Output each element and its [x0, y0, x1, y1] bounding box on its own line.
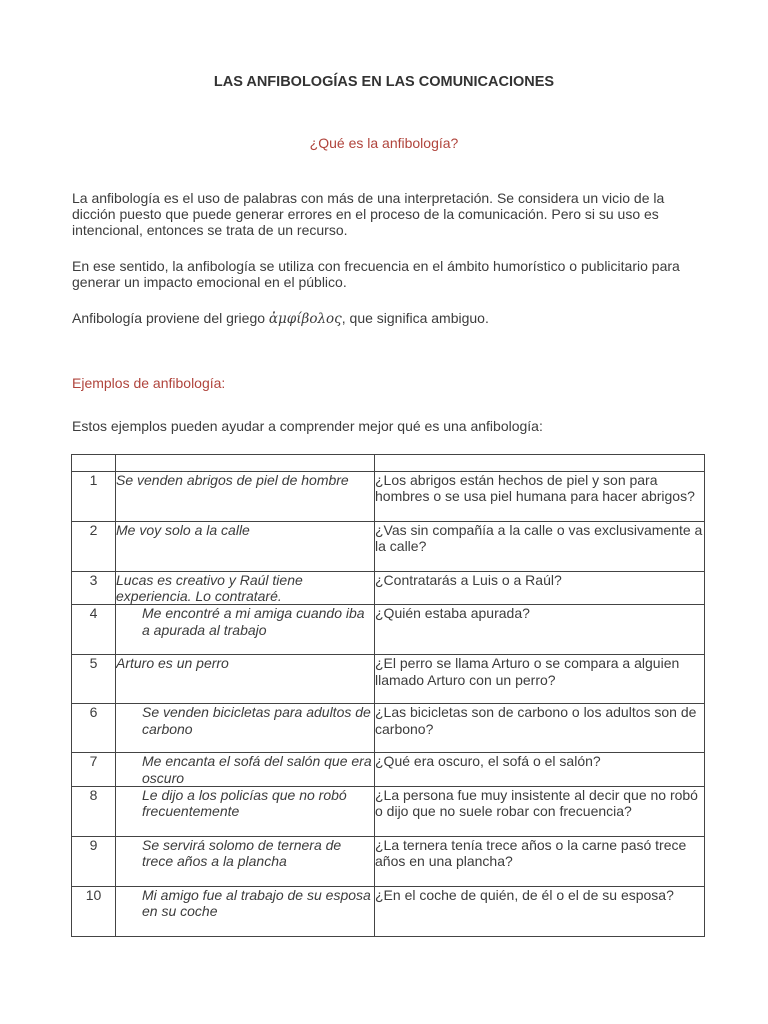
table-row	[72, 472, 705, 522]
ambiguous-phrase: Lucas es creativo y Raúl tiene experiencia. Lo contrataré.	[116, 572, 375, 605]
ambiguity-question: ¿El perro se llama Arturo o se compara a alguien llamado Arturo con un perro?	[375, 655, 705, 704]
table-row	[72, 786, 705, 836]
examples-table	[71, 454, 705, 937]
greek-word: ἀμφίβολος	[268, 311, 342, 327]
table-header-cell	[72, 455, 116, 472]
row-number: 1	[72, 472, 116, 522]
row-number: 9	[72, 836, 116, 886]
row-number: 8	[72, 786, 116, 836]
row-number: 10	[72, 886, 116, 936]
ambiguous-phrase: Mi amigo fue al trabajo de su esposa en su coche	[116, 886, 375, 936]
row-number: 7	[72, 753, 116, 786]
ambiguous-phrase: Arturo es un perro	[116, 655, 375, 704]
paragraph-definition: La anfibología es el uso de palabras con más de una interpretación. Se considera un vicio de la dicción puesto que puede generar errores en el proceso de la comunicación. Pero si su uso es intencional, entonces se trata de un recurso.	[72, 190, 665, 239]
table-header-cell	[375, 455, 705, 472]
ambiguity-question: ¿La ternera tenía trece años o la carne pasó trece años en una plancha?	[375, 836, 705, 886]
etymology-text-after: , que significa ambiguo.	[341, 310, 489, 326]
table-row	[72, 522, 705, 572]
examples-intro: Estos ejemplos pueden ayudar a comprender mejor qué es una anfibología:	[72, 418, 543, 434]
ambiguity-question: ¿Quién estaba apurada?	[375, 605, 705, 655]
ambiguous-phrase: Me voy solo a la calle	[116, 522, 375, 572]
paragraph-usage: En ese sentido, la anfibología se utiliza con frecuencia en el ámbito humorístico o publicitario para generar un impacto emocional en el público.	[72, 258, 680, 291]
ambiguous-phrase: Me encontré a mi amiga cuando iba a apurada al trabajo	[116, 605, 375, 655]
ambiguity-question: ¿En el coche de quién, de él o el de su esposa?	[375, 886, 705, 936]
row-number: 6	[72, 704, 116, 753]
ambiguous-phrase: Se servirá solomo de ternera de trece años a la plancha	[116, 836, 375, 886]
table-header-cell	[116, 455, 375, 472]
table-row	[72, 836, 705, 886]
table-row	[72, 704, 705, 753]
ambiguous-phrase: Se venden abrigos de piel de hombre	[116, 472, 375, 522]
ambiguity-question: ¿La persona fue muy insistente al decir que no robó o dijo que no suele robar con frecuencia?	[375, 786, 705, 836]
table-row	[72, 753, 705, 786]
ambiguous-phrase: Se venden bicicletas para adultos de carbono	[116, 704, 375, 753]
ambiguous-phrase: Le dijo a los policías que no robó frecuentemente	[116, 786, 375, 836]
examples-heading: Ejemplos de anfibología:	[72, 375, 226, 391]
row-number: 3	[72, 572, 116, 605]
ambiguity-question: ¿Los abrigos están hechos de piel y son para hombres o se usa piel humana para hacer abrigos?	[375, 472, 705, 522]
document-title: LAS ANFIBOLOGÍAS EN LAS COMUNICACIONES	[213, 74, 555, 90]
table-row	[72, 886, 705, 936]
ambiguity-question: ¿Vas sin compañía a la calle o vas exclusivamente a la calle?	[375, 522, 705, 572]
table-row	[72, 605, 705, 655]
ambiguity-question: ¿Contratarás a Luis o a Raúl?	[375, 572, 705, 605]
row-number: 5	[72, 655, 116, 704]
etymology-text-before: Anfibología proviene del griego	[72, 310, 269, 326]
ambiguous-phrase: Me encanta el sofá del salón que era oscuro	[116, 753, 375, 786]
paragraph-etymology	[72, 310, 702, 327]
ambiguity-question: ¿Qué era oscuro, el sofá o el salón?	[375, 753, 705, 786]
ambiguity-question: ¿Las bicicletas son de carbono o los adultos son de carbono?	[375, 704, 705, 753]
row-number: 4	[72, 605, 116, 655]
table-header-row	[72, 455, 705, 472]
row-number: 2	[72, 522, 116, 572]
table-row	[72, 572, 705, 605]
document-subtitle: ¿Qué es la anfibología?	[309, 135, 459, 151]
table-row	[72, 655, 705, 704]
